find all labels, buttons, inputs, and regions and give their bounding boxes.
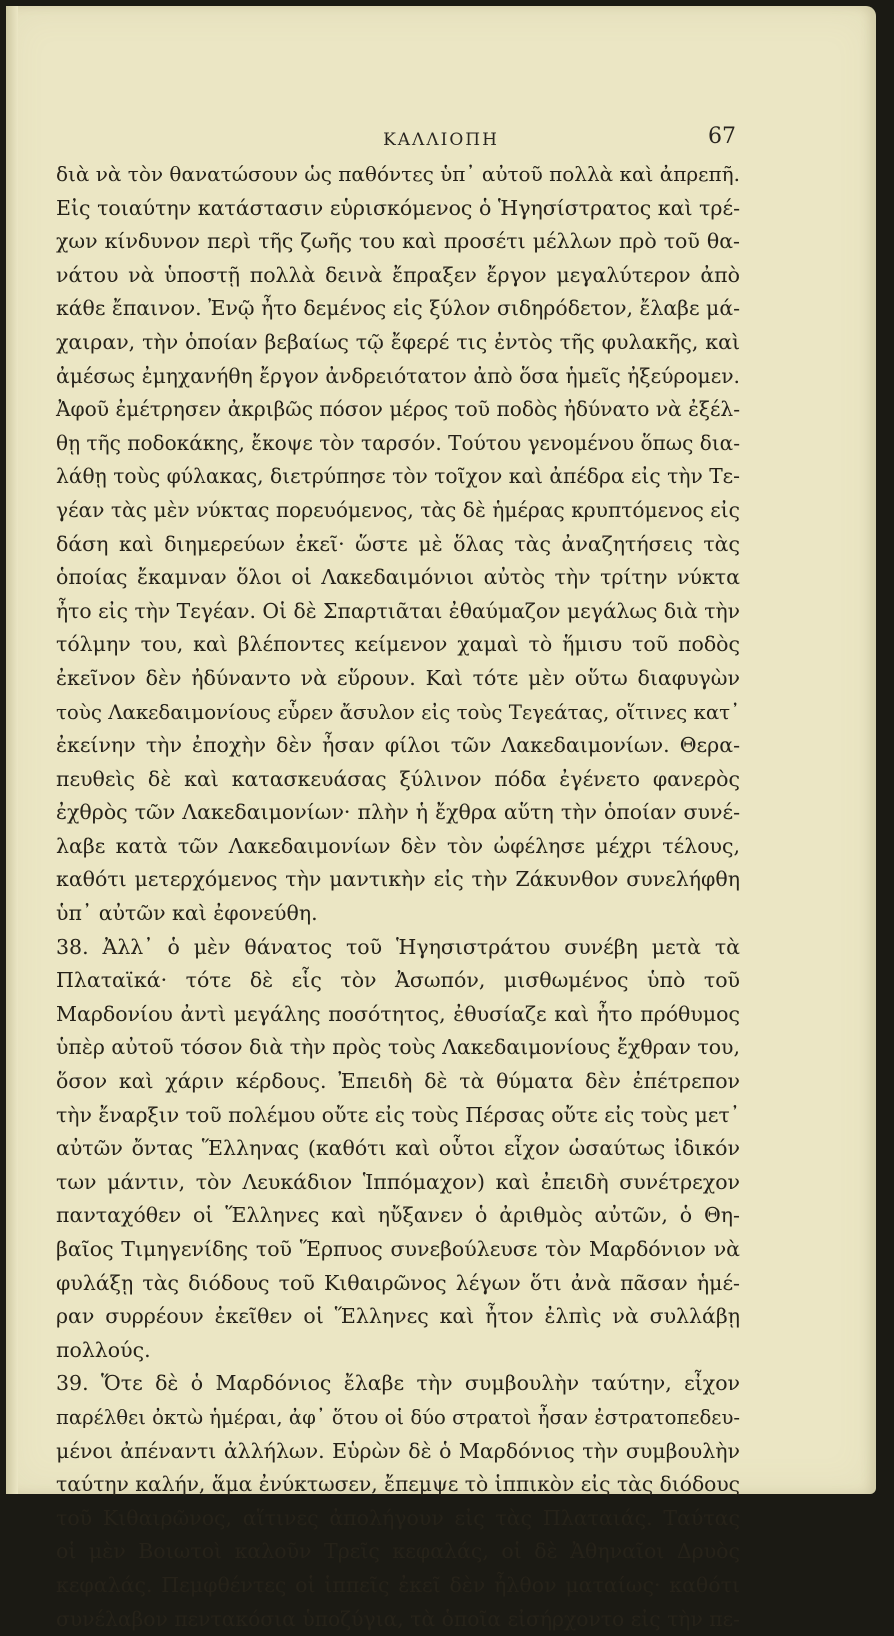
text-line: 39. Ὅτε δὲ ὁ Μαρδόνιος ἔλαβε τὴν συμβουλὴν ταύτην, εἶχον (56, 1371, 740, 1396)
text-line: των μάντιν, τὸν Λευκάδιον Ἱππόμαχον) καὶ ἐπειδὴ συνέτρεχον (56, 1169, 740, 1194)
text-line: κεφαλάς. Πεμφθέντες οἱ ἱππεῖς ἐκεῖ δὲν ἦλθον ματαίως· καθότι (56, 1572, 740, 1597)
text-line: ἦτο εἰς τὴν Τεγέαν. Οἱ δὲ Σπαρτιᾶται ἐθαύμαζον μεγάλως διὰ τὴν (56, 598, 740, 623)
text-line: ραν συρρέουν ἐκεῖθεν οἱ Ἕλληνες καὶ ἦτον ἐλπὶς νὰ συλλάβῃ (56, 1304, 740, 1329)
text-line: πολλούς. (56, 1337, 151, 1362)
text-line: παρέλθει ὀκτὼ ἡμέραι, ἀφ᾽ ὅτου οἱ δύο στρατοὶ ἦσαν ἐστρατοπεδευ- (56, 1405, 740, 1429)
text-line: φυλάξῃ τὰς διόδους τοῦ Κιθαιρῶνος λέγων ὅτι ἀνὰ πᾶσαν ἡμέ- (56, 1270, 740, 1295)
text-line: νάτου νὰ ὑποστῇ πολλὰ δεινὰ ἔπραξεν ἔργον μεγαλύτερον ἀπὸ (56, 262, 740, 287)
text-line: ὁποίας ἔκαμναν ὅλοι οἱ Λακεδαιμόνιοι αὐτὸς τὴν τρίτην νύκτα (56, 565, 740, 590)
text-line: πανταχόθεν οἱ Ἕλληνες καὶ ηὔξανεν ὁ ἀριθμὸς αὐτῶν, ὁ Θη- (56, 1203, 740, 1228)
text-line: 38. Ἀλλ᾽ ὁ μὲν θάνατος τοῦ Ἡγησιστράτου συνέβη μετὰ τὰ (56, 934, 740, 959)
text-line: δάση καὶ διημερεύων ἐκεῖ· ὥστε μὲ ὅλας τὰς ἀναζητήσεις τὰς (56, 531, 740, 556)
running-title: ΚΑΛΛΙΟΠΗ (383, 130, 499, 150)
page-spine-shadow (6, 6, 18, 1494)
text-line: λάθῃ τοὺς φύλακας, διετρύπησε τὸν τοῖχον καὶ ἀπέδρα εἰς τὴν Τε- (56, 464, 740, 489)
text-line: θῃ τῆς ποδοκάκης, ἔκοψε τὸν ταρσόν. Τούτου γενομένου ὅπως δια- (56, 430, 740, 455)
text-line: πευθεὶς δὲ καὶ κατασκευάσας ξύλινον πόδα ἐγένετο φανερὸς (56, 766, 740, 791)
text-line: διὰ νὰ τὸν θανατώσουν ὡς παθόντες ὑπ᾽ αὐτοῦ πολλὰ καὶ ἀπρεπῆ. (56, 162, 740, 186)
text-line: τοὺς Λακεδαιμονίους εὗρεν ἄσυλον εἰς τοὺς Τεγεάτας, οἵτινες κατ᾽ (56, 700, 740, 724)
text-line: Εἰς τοιαύτην κατάστασιν εὑρισκόμενος ὁ Ἡγησίστρατος καὶ τρέ- (56, 195, 740, 220)
text-line: ταύτην καλήν, ἅμα ἐνύκτωσεν, ἔπεμψε τὸ ἱππικὸν εἰς τὰς διόδους (56, 1472, 740, 1497)
text-line: βαῖος Τιμηγενίδης τοῦ Ἕρπυος συνεβούλευσε τὸν Μαρδόνιον νὰ (56, 1237, 740, 1261)
text-line: τοῦ Κιθαιρῶνος, αἵτινες ἀπολήγουν εἰς τὰς Πλαταιάς. Ταύτας (56, 1505, 740, 1530)
text-line: κάθε ἔπαινον. Ἐνῷ ἦτο δεμένος εἰς ξύλον σιδηρόδετον, ἔλαβε μά- (56, 296, 740, 321)
text-line: λαβε κατὰ τῶν Λακεδαιμονίων δὲν τὸν ὠφέλησε μέχρι τέλους, (56, 833, 740, 858)
text-line: ἐκείνην τὴν ἐποχὴν δὲν ἦσαν φίλοι τῶν Λακεδαιμονίων. Θερα- (56, 733, 740, 758)
page-number: 67 (708, 124, 736, 149)
body-text (56, 158, 740, 1636)
text-line: γέαν τὰς μὲν νύκτας πορευόμενος, τὰς δὲ ἡμέρας κρυπτόμενος εἰς (56, 497, 740, 522)
text-line: συνέλαβον πεντακόσια ὑποζύγια, τὰ ὁποῖα εἰσήρχοντο εἰς τὴν πε- (56, 1606, 740, 1631)
text-line: ὑπ᾽ αὐτῶν καὶ ἐφονεύθη. (56, 901, 318, 926)
text-line: Ἀφοῦ ἐμέτρησεν ἀκριβῶς πόσον μέρος τοῦ ποδὸς ἠδύνατο νὰ ἐξέλ- (56, 397, 740, 422)
text-line: ἀμέσως ἐμηχανήθη ἔργον ἀνδρειότατον ἀπὸ ὅσα ἡμεῖς ἠξεύρομεν. (56, 363, 740, 388)
text-line: Πλαταϊκά· τότε δὲ εἷς τὸν Ἀσωπόν, μισθωμένος ὑπὸ τοῦ (56, 968, 740, 993)
text-line: Μαρδονίου ἀντὶ μεγάλης ποσότητος, ἐθυσίαζε καὶ ἦτο πρόθυμος (56, 1001, 740, 1026)
text-line: μένοι ἀπέναντι ἀλλήλων. Εὑρὼν δὲ ὁ Μαρδόνιος τὴν συμβουλὴν (56, 1438, 740, 1463)
text-line: χαιραν, τὴν ὁποίαν βεβαίως τῷ ἔφερέ τις ἐντὸς τῆς φυλακῆς, καὶ (56, 329, 740, 354)
page-header (6, 122, 876, 156)
text-line: ὑπὲρ αὐτοῦ τόσον διὰ τὴν πρὸς τοὺς Λακεδαιμονίους ἔχθραν του, (56, 1035, 740, 1060)
book-page (6, 6, 876, 1631)
text-line: ἐχθρὸς τῶν Λακεδαιμονίων· πλὴν ἡ ἔχθρα αὕτη τὴν ὁποίαν συνέ- (56, 800, 740, 825)
text-line: ἐκεῖνον δὲν ἠδύναντο νὰ εὕρουν. Καὶ τότε μὲν οὕτω διαφυγὼν (56, 665, 740, 690)
text-line: ὅσον καὶ χάριν κέρδους. Ἐπειδὴ δὲ τὰ θύματα δὲν ἐπέτρεπον (56, 1069, 740, 1094)
text-line: αὐτῶν ὄντας Ἕλληνας (καθότι καὶ οὗτοι εἶχον ὡσαύτως ἰδικόν (56, 1136, 740, 1161)
text-line: τόλμην του, καὶ βλέποντες κείμενον χαμαὶ τὸ ἥμισυ τοῦ ποδὸς (56, 632, 740, 657)
text-line: τὴν ἔναρξιν τοῦ πολέμου οὔτε εἰς τοὺς Πέρσας οὔτε εἰς τοὺς μετ᾽ (56, 1102, 740, 1127)
text-line: καθότι μετερχόμενος τὴν μαντικὴν εἰς τὴν Ζάκυνθον συνελήφθη (56, 867, 740, 892)
text-line: οἱ μὲν Βοιωτοὶ καλοῦν Τρεῖς κεφαλάς, οἱ δὲ Ἀθηναῖοι Δρυὸς (56, 1539, 740, 1564)
text-line: χων κίνδυνον περὶ τῆς ζωῆς του καὶ προσέτι μέλλων πρὸ τοῦ θα- (56, 229, 740, 254)
